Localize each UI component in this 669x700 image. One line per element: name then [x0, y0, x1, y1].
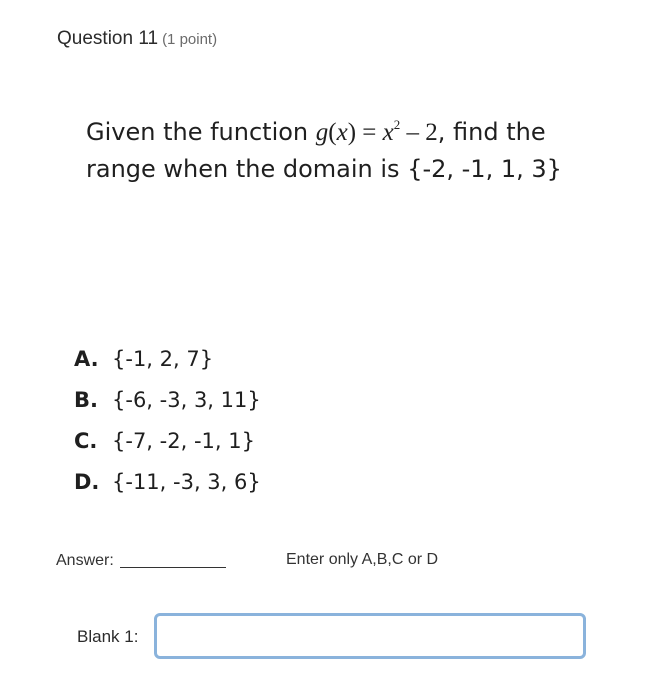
question-line-2: range when the domain is {-2, -1, 1, 3}	[86, 155, 562, 183]
answer-hint: Enter only A,B,C or D	[286, 551, 439, 568]
choice-c	[74, 421, 261, 462]
choice-letter: D.	[74, 470, 100, 494]
choice-a	[74, 339, 261, 380]
function-close-paren: )	[347, 119, 357, 146]
blank-1-input[interactable]	[154, 613, 586, 659]
question-points: (1 point)	[162, 31, 218, 48]
choice-d	[74, 462, 261, 503]
choice-text: {-6, -3, 3, 11}	[112, 388, 261, 412]
choice-letter: A.	[74, 347, 99, 371]
question-line1-suffix: , find the	[437, 118, 546, 146]
choice-text: {-7, -2, -1, 1}	[112, 429, 255, 453]
answer-choices	[74, 339, 261, 503]
blank-1-label: Blank 1:	[77, 627, 139, 646]
function-rest: – 2	[400, 119, 438, 146]
choice-text: {-1, 2, 7}	[112, 347, 214, 371]
choice-letter: B.	[74, 388, 98, 412]
question-title: Question 11	[57, 28, 159, 49]
function-name: g	[315, 119, 329, 146]
function-base: x	[382, 119, 394, 146]
answer-row	[56, 551, 226, 570]
question-line1-prefix: Given the function	[86, 118, 316, 146]
function-variable: x	[336, 119, 348, 146]
function-equals: =	[356, 119, 383, 146]
answer-label: Answer:	[56, 552, 114, 569]
question-text	[86, 114, 626, 188]
question-header	[57, 28, 217, 50]
function-exponent: 2	[393, 117, 401, 132]
answer-blank-line	[120, 551, 226, 568]
function-expression	[316, 119, 438, 146]
question-line-1	[86, 114, 626, 151]
function-open-paren: (	[328, 119, 337, 146]
choice-text: {-11, -3, 3, 6}	[112, 470, 261, 494]
choice-letter: C.	[74, 429, 98, 453]
choice-b	[74, 380, 261, 421]
